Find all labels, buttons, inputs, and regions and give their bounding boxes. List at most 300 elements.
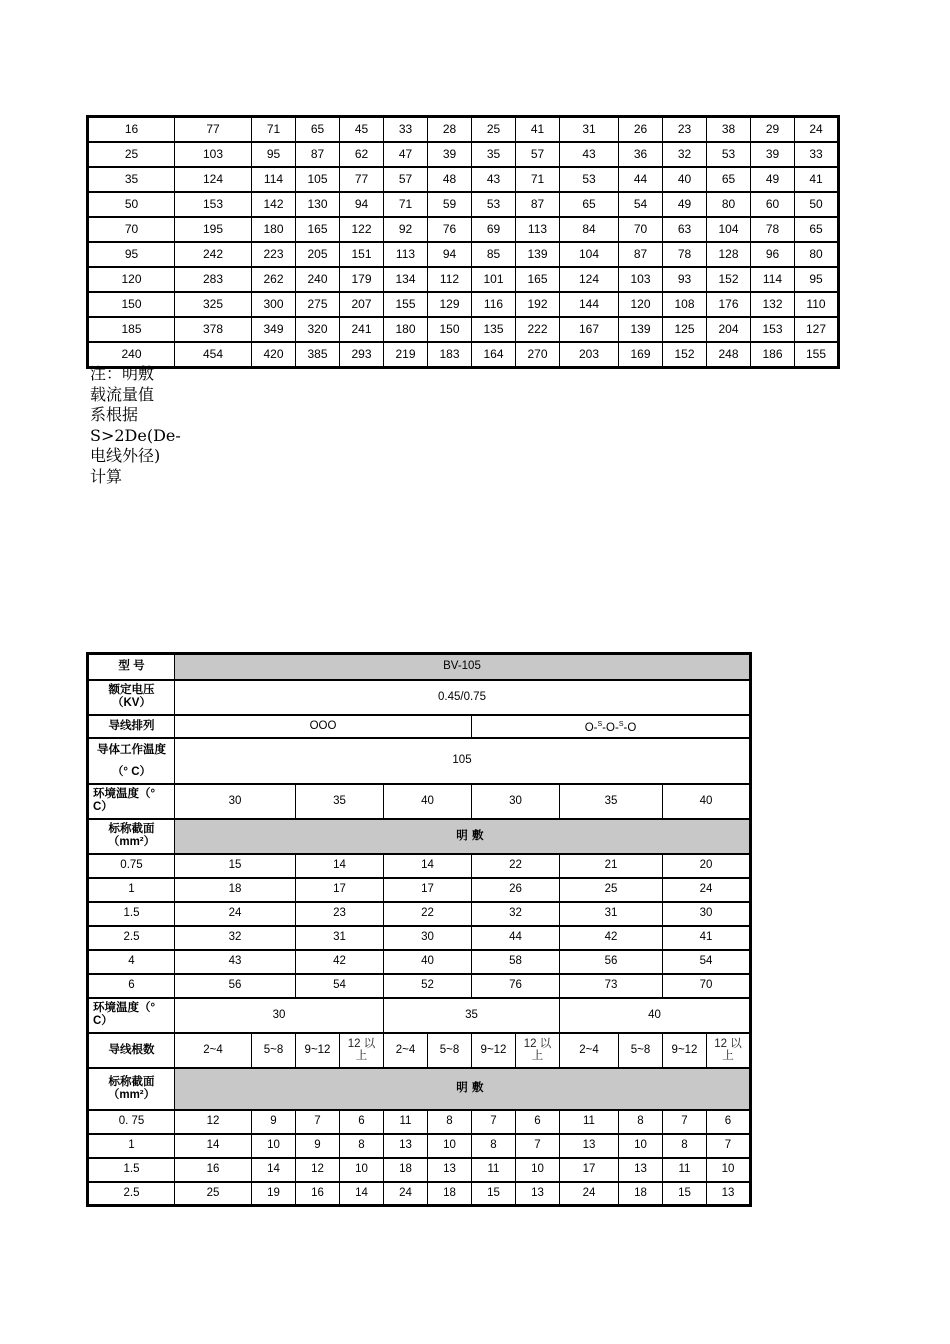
value-cell: 203 — [560, 342, 619, 368]
value-cell: 15 — [175, 854, 296, 878]
value-cell: 14 — [296, 854, 384, 878]
value-cell: 262 — [252, 267, 296, 292]
value-cell: 43 — [175, 950, 296, 974]
value-cell: 104 — [707, 217, 751, 242]
value-cell: 14 — [252, 1158, 296, 1182]
value-cell: 153 — [175, 192, 252, 217]
value-cell: 21 — [560, 854, 663, 878]
value-cell: 205 — [296, 242, 340, 267]
value-cell: 165 — [516, 267, 560, 292]
value-cell: 70 — [619, 217, 663, 242]
laying-header: 明 敷 — [175, 819, 751, 854]
value-cell: 14 — [175, 1134, 252, 1158]
env-temp-cell: 35 — [560, 784, 663, 819]
laying-header-2: 明 敷 — [175, 1068, 751, 1110]
value-cell: 18 — [175, 878, 296, 902]
wire-count-cell: 12 以 上 — [340, 1033, 384, 1068]
value-cell: 49 — [663, 192, 707, 217]
value-cell: 6 — [707, 1110, 751, 1134]
value-cell: 13 — [619, 1158, 663, 1182]
table-row — [88, 267, 839, 292]
value-cell: 54 — [296, 974, 384, 998]
value-cell: 385 — [296, 342, 340, 368]
value-cell: 31 — [560, 902, 663, 926]
value-cell: 10 — [252, 1134, 296, 1158]
value-cell: 9 — [252, 1110, 296, 1134]
value-cell: 92 — [384, 217, 428, 242]
value-cell: 195 — [175, 217, 252, 242]
wire-count-cell: 9~12 — [663, 1033, 707, 1068]
value-cell: 53 — [707, 142, 751, 167]
table-row — [88, 974, 751, 998]
value-cell: 71 — [252, 117, 296, 143]
section-cell: 35 — [88, 167, 175, 192]
env-temp-cell: 30 — [472, 784, 560, 819]
value-cell: 56 — [560, 950, 663, 974]
table-row — [88, 854, 751, 878]
work-temp-label: 导体工作温度 （° C） — [88, 738, 175, 784]
value-cell: 105 — [296, 167, 340, 192]
value-cell: 116 — [472, 292, 516, 317]
value-cell: 22 — [472, 854, 560, 878]
value-cell: 95 — [252, 142, 296, 167]
work-temp-value: 105 — [175, 738, 751, 784]
value-cell: 31 — [296, 926, 384, 950]
voltage-row — [88, 680, 751, 715]
value-cell: 124 — [175, 167, 252, 192]
value-cell: 59 — [428, 192, 472, 217]
value-cell: 40 — [384, 950, 472, 974]
value-cell: 108 — [663, 292, 707, 317]
value-cell: 48 — [428, 167, 472, 192]
section-cell: 185 — [88, 317, 175, 342]
value-cell: 65 — [296, 117, 340, 143]
value-cell: 11 — [472, 1158, 516, 1182]
value-cell: 14 — [340, 1182, 384, 1206]
env-temp-label-2: 环境温度（° C） — [88, 998, 175, 1033]
value-cell: 25 — [472, 117, 516, 143]
laying-a-2: 明 — [456, 1082, 468, 1094]
value-cell: 71 — [516, 167, 560, 192]
value-cell: 192 — [516, 292, 560, 317]
table-row — [88, 926, 751, 950]
table-row — [88, 950, 751, 974]
value-cell: 10 — [428, 1134, 472, 1158]
note-text: 注：明敷 载流量值 系根据 S>2De(De- 电线外径) 计算 — [90, 364, 181, 486]
value-cell: 129 — [428, 292, 472, 317]
value-cell: 186 — [751, 342, 795, 368]
section-cell: 1 — [88, 1134, 175, 1158]
value-cell: 222 — [516, 317, 560, 342]
value-cell: 94 — [428, 242, 472, 267]
value-cell: 60 — [751, 192, 795, 217]
value-cell: 13 — [428, 1158, 472, 1182]
current-rows-a — [88, 854, 751, 998]
current-table-top-body — [88, 117, 839, 368]
bv105-spec-table — [86, 652, 752, 1207]
value-cell: 16 — [296, 1182, 340, 1206]
section-cell: 16 — [88, 117, 175, 143]
value-cell: 139 — [516, 242, 560, 267]
value-cell: 180 — [384, 317, 428, 342]
value-cell: 8 — [428, 1110, 472, 1134]
value-cell: 94 — [340, 192, 384, 217]
value-cell: 42 — [296, 950, 384, 974]
env-temp-cell: 40 — [384, 784, 472, 819]
value-cell: 44 — [472, 926, 560, 950]
value-cell: 6 — [516, 1110, 560, 1134]
value-cell: 112 — [428, 267, 472, 292]
value-cell: 6 — [340, 1110, 384, 1134]
value-cell: 8 — [619, 1110, 663, 1134]
table-row — [88, 902, 751, 926]
value-cell: 65 — [795, 217, 839, 242]
value-cell: 349 — [252, 317, 296, 342]
value-cell: 41 — [516, 117, 560, 143]
value-cell: 39 — [428, 142, 472, 167]
value-cell: 87 — [619, 242, 663, 267]
value-cell: 43 — [560, 142, 619, 167]
section-label-2: 标称截面 （mm²） — [88, 1068, 175, 1110]
table-row — [88, 217, 839, 242]
section-cell: 240 — [88, 342, 175, 368]
work-temp-row — [88, 738, 751, 784]
value-cell: 15 — [472, 1182, 516, 1206]
wire-count-cell: 2~4 — [384, 1033, 428, 1068]
voltage-value: 0.45/0.75 — [175, 680, 751, 715]
value-cell: 65 — [707, 167, 751, 192]
value-cell: 26 — [472, 878, 560, 902]
value-cell: 96 — [751, 242, 795, 267]
voltage-label: 额定电压 （KV） — [88, 680, 175, 715]
value-cell: 18 — [428, 1182, 472, 1206]
wire-count-cell: 5~8 — [428, 1033, 472, 1068]
env-temp-cell: 35 — [296, 784, 384, 819]
value-cell: 63 — [663, 217, 707, 242]
value-cell: 103 — [175, 142, 252, 167]
value-cell: 17 — [384, 878, 472, 902]
value-cell: 155 — [795, 342, 839, 368]
value-cell: 113 — [384, 242, 428, 267]
value-cell: 62 — [340, 142, 384, 167]
value-cell: 16 — [175, 1158, 252, 1182]
value-cell: 113 — [516, 217, 560, 242]
value-cell: 270 — [516, 342, 560, 368]
value-cell: 24 — [560, 1182, 619, 1206]
value-cell: 150 — [428, 317, 472, 342]
value-cell: 110 — [795, 292, 839, 317]
value-cell: 35 — [472, 142, 516, 167]
section-cell: 1.5 — [88, 902, 175, 926]
value-cell: 80 — [795, 242, 839, 267]
value-cell: 93 — [663, 267, 707, 292]
value-cell: 24 — [384, 1182, 428, 1206]
value-cell: 124 — [560, 267, 619, 292]
wire-count-cell: 12 以 上 — [516, 1033, 560, 1068]
section-label: 标称截面 （mm²） — [88, 819, 175, 854]
value-cell: 40 — [663, 167, 707, 192]
env-temp-cell-2: 30 — [175, 998, 384, 1033]
value-cell: 13 — [707, 1182, 751, 1206]
section-cell: 95 — [88, 242, 175, 267]
wire-count-cell: 9~12 — [472, 1033, 516, 1068]
value-cell: 54 — [663, 950, 751, 974]
value-cell: 130 — [296, 192, 340, 217]
value-cell: 23 — [296, 902, 384, 926]
arrangement-a: OOO — [175, 715, 472, 738]
arrangement-b: O-$^S$-O-$^S$-O — [472, 715, 751, 738]
value-cell: 8 — [472, 1134, 516, 1158]
value-cell: 7 — [707, 1134, 751, 1158]
wire-count-cell: 12 以 上 — [707, 1033, 751, 1068]
table-row — [88, 292, 839, 317]
wire-count-row — [88, 1033, 751, 1068]
table-row — [88, 1158, 751, 1182]
section-cell: 4 — [88, 950, 175, 974]
value-cell: 142 — [252, 192, 296, 217]
value-cell: 87 — [516, 192, 560, 217]
current-rows-b — [88, 1110, 751, 1206]
value-cell: 320 — [296, 317, 340, 342]
value-cell: 241 — [340, 317, 384, 342]
value-cell: 120 — [619, 292, 663, 317]
env-temp-row-2 — [88, 998, 751, 1033]
value-cell: 13 — [560, 1134, 619, 1158]
value-cell: 33 — [384, 117, 428, 143]
section-cell: 1.5 — [88, 1158, 175, 1182]
section-header-row — [88, 819, 751, 854]
value-cell: 19 — [252, 1182, 296, 1206]
value-cell: 30 — [384, 926, 472, 950]
value-cell: 14 — [384, 854, 472, 878]
value-cell: 85 — [472, 242, 516, 267]
table-row — [88, 878, 751, 902]
section-cell: 25 — [88, 142, 175, 167]
wire-count-cell: 9~12 — [296, 1033, 340, 1068]
value-cell: 22 — [384, 902, 472, 926]
value-cell: 114 — [252, 167, 296, 192]
value-cell: 77 — [175, 117, 252, 143]
value-cell: 8 — [340, 1134, 384, 1158]
value-cell: 152 — [663, 342, 707, 368]
table-row — [88, 192, 839, 217]
env-temp-cell-2: 35 — [384, 998, 560, 1033]
value-cell: 13 — [384, 1134, 428, 1158]
value-cell: 70 — [663, 974, 751, 998]
value-cell: 33 — [795, 142, 839, 167]
value-cell: 7 — [663, 1110, 707, 1134]
value-cell: 77 — [340, 167, 384, 192]
table-row — [88, 1110, 751, 1134]
table-row — [88, 117, 839, 143]
value-cell: 132 — [751, 292, 795, 317]
value-cell: 151 — [340, 242, 384, 267]
value-cell: 179 — [340, 267, 384, 292]
value-cell: 128 — [707, 242, 751, 267]
value-cell: 52 — [384, 974, 472, 998]
value-cell: 78 — [751, 217, 795, 242]
value-cell: 12 — [296, 1158, 340, 1182]
value-cell: 325 — [175, 292, 252, 317]
value-cell: 127 — [795, 317, 839, 342]
section-header-row-2 — [88, 1068, 751, 1110]
wire-count-cell: 5~8 — [619, 1033, 663, 1068]
value-cell: 223 — [252, 242, 296, 267]
value-cell: 7 — [296, 1110, 340, 1134]
value-cell: 420 — [252, 342, 296, 368]
value-cell: 56 — [175, 974, 296, 998]
value-cell: 207 — [340, 292, 384, 317]
value-cell: 9 — [296, 1134, 340, 1158]
value-cell: 134 — [384, 267, 428, 292]
value-cell: 275 — [296, 292, 340, 317]
value-cell: 7 — [472, 1110, 516, 1134]
table-row — [88, 1182, 751, 1206]
table-row — [88, 142, 839, 167]
section-cell: 150 — [88, 292, 175, 317]
value-cell: 18 — [619, 1182, 663, 1206]
value-cell: 12 — [175, 1110, 252, 1134]
value-cell: 155 — [384, 292, 428, 317]
value-cell: 10 — [707, 1158, 751, 1182]
value-cell: 13 — [516, 1182, 560, 1206]
section-cell: 2.5 — [88, 926, 175, 950]
value-cell: 169 — [619, 342, 663, 368]
value-cell: 25 — [175, 1182, 252, 1206]
value-cell: 71 — [384, 192, 428, 217]
value-cell: 57 — [384, 167, 428, 192]
value-cell: 38 — [707, 117, 751, 143]
value-cell: 36 — [619, 142, 663, 167]
env-temp-row — [88, 784, 751, 819]
value-cell: 18 — [384, 1158, 428, 1182]
value-cell: 58 — [472, 950, 560, 974]
value-cell: 165 — [296, 217, 340, 242]
value-cell: 139 — [619, 317, 663, 342]
value-cell: 95 — [795, 267, 839, 292]
value-cell: 45 — [340, 117, 384, 143]
value-cell: 125 — [663, 317, 707, 342]
value-cell: 11 — [384, 1110, 428, 1134]
arrangement-label: 导线排列 — [88, 715, 175, 738]
value-cell: 53 — [560, 167, 619, 192]
value-cell: 25 — [560, 878, 663, 902]
value-cell: 10 — [619, 1134, 663, 1158]
value-cell: 80 — [707, 192, 751, 217]
value-cell: 17 — [296, 878, 384, 902]
value-cell: 39 — [751, 142, 795, 167]
value-cell: 32 — [663, 142, 707, 167]
value-cell: 44 — [619, 167, 663, 192]
value-cell: 15 — [663, 1182, 707, 1206]
wire-count-label: 导线根数 — [88, 1033, 175, 1068]
current-table-top — [86, 115, 840, 369]
section-cell: 1 — [88, 878, 175, 902]
value-cell: 69 — [472, 217, 516, 242]
value-cell: 87 — [296, 142, 340, 167]
wire-count-cell: 2~4 — [560, 1033, 619, 1068]
value-cell: 11 — [560, 1110, 619, 1134]
value-cell: 49 — [751, 167, 795, 192]
value-cell: 20 — [663, 854, 751, 878]
section-cell: 0. 75 — [88, 1110, 175, 1134]
table-row — [88, 167, 839, 192]
wire-count-cell: 2~4 — [175, 1033, 252, 1068]
model-label: 型 号 — [88, 654, 175, 680]
value-cell: 144 — [560, 292, 619, 317]
value-cell: 42 — [560, 926, 663, 950]
value-cell: 7 — [516, 1134, 560, 1158]
wire-count-cell: 5~8 — [252, 1033, 296, 1068]
section-cell: 0.75 — [88, 854, 175, 878]
value-cell: 240 — [296, 267, 340, 292]
value-cell: 183 — [428, 342, 472, 368]
model-value: BV-105 — [175, 654, 751, 680]
model-row — [88, 654, 751, 680]
table-row — [88, 342, 839, 368]
value-cell: 10 — [340, 1158, 384, 1182]
value-cell: 219 — [384, 342, 428, 368]
value-cell: 11 — [663, 1158, 707, 1182]
value-cell: 57 — [516, 142, 560, 167]
value-cell: 26 — [619, 117, 663, 143]
value-cell: 29 — [751, 117, 795, 143]
value-cell: 47 — [384, 142, 428, 167]
value-cell: 41 — [663, 926, 751, 950]
value-cell: 454 — [175, 342, 252, 368]
value-cell: 32 — [175, 926, 296, 950]
env-temp-cell: 40 — [663, 784, 751, 819]
value-cell: 73 — [560, 974, 663, 998]
value-cell: 28 — [428, 117, 472, 143]
env-temp-cell-2: 40 — [560, 998, 751, 1033]
value-cell: 10 — [516, 1158, 560, 1182]
value-cell: 17 — [560, 1158, 619, 1182]
table-row — [88, 242, 839, 267]
value-cell: 84 — [560, 217, 619, 242]
value-cell: 122 — [340, 217, 384, 242]
table-row — [88, 1134, 751, 1158]
value-cell: 24 — [795, 117, 839, 143]
table-row — [88, 317, 839, 342]
laying-a: 明 — [456, 829, 468, 842]
env-temp-cell: 30 — [175, 784, 296, 819]
value-cell: 23 — [663, 117, 707, 143]
value-cell: 248 — [707, 342, 751, 368]
value-cell: 43 — [472, 167, 516, 192]
value-cell: 8 — [663, 1134, 707, 1158]
value-cell: 104 — [560, 242, 619, 267]
value-cell: 24 — [663, 878, 751, 902]
value-cell: 167 — [560, 317, 619, 342]
env-temp-label: 环境温度（° C） — [88, 784, 175, 819]
value-cell: 78 — [663, 242, 707, 267]
value-cell: 53 — [472, 192, 516, 217]
value-cell: 32 — [472, 902, 560, 926]
value-cell: 101 — [472, 267, 516, 292]
section-cell: 120 — [88, 267, 175, 292]
value-cell: 153 — [751, 317, 795, 342]
section-cell: 70 — [88, 217, 175, 242]
section-cell: 2.5 — [88, 1182, 175, 1206]
value-cell: 283 — [175, 267, 252, 292]
value-cell: 135 — [472, 317, 516, 342]
value-cell: 31 — [560, 117, 619, 143]
value-cell: 300 — [252, 292, 296, 317]
value-cell: 164 — [472, 342, 516, 368]
value-cell: 54 — [619, 192, 663, 217]
value-cell: 50 — [795, 192, 839, 217]
